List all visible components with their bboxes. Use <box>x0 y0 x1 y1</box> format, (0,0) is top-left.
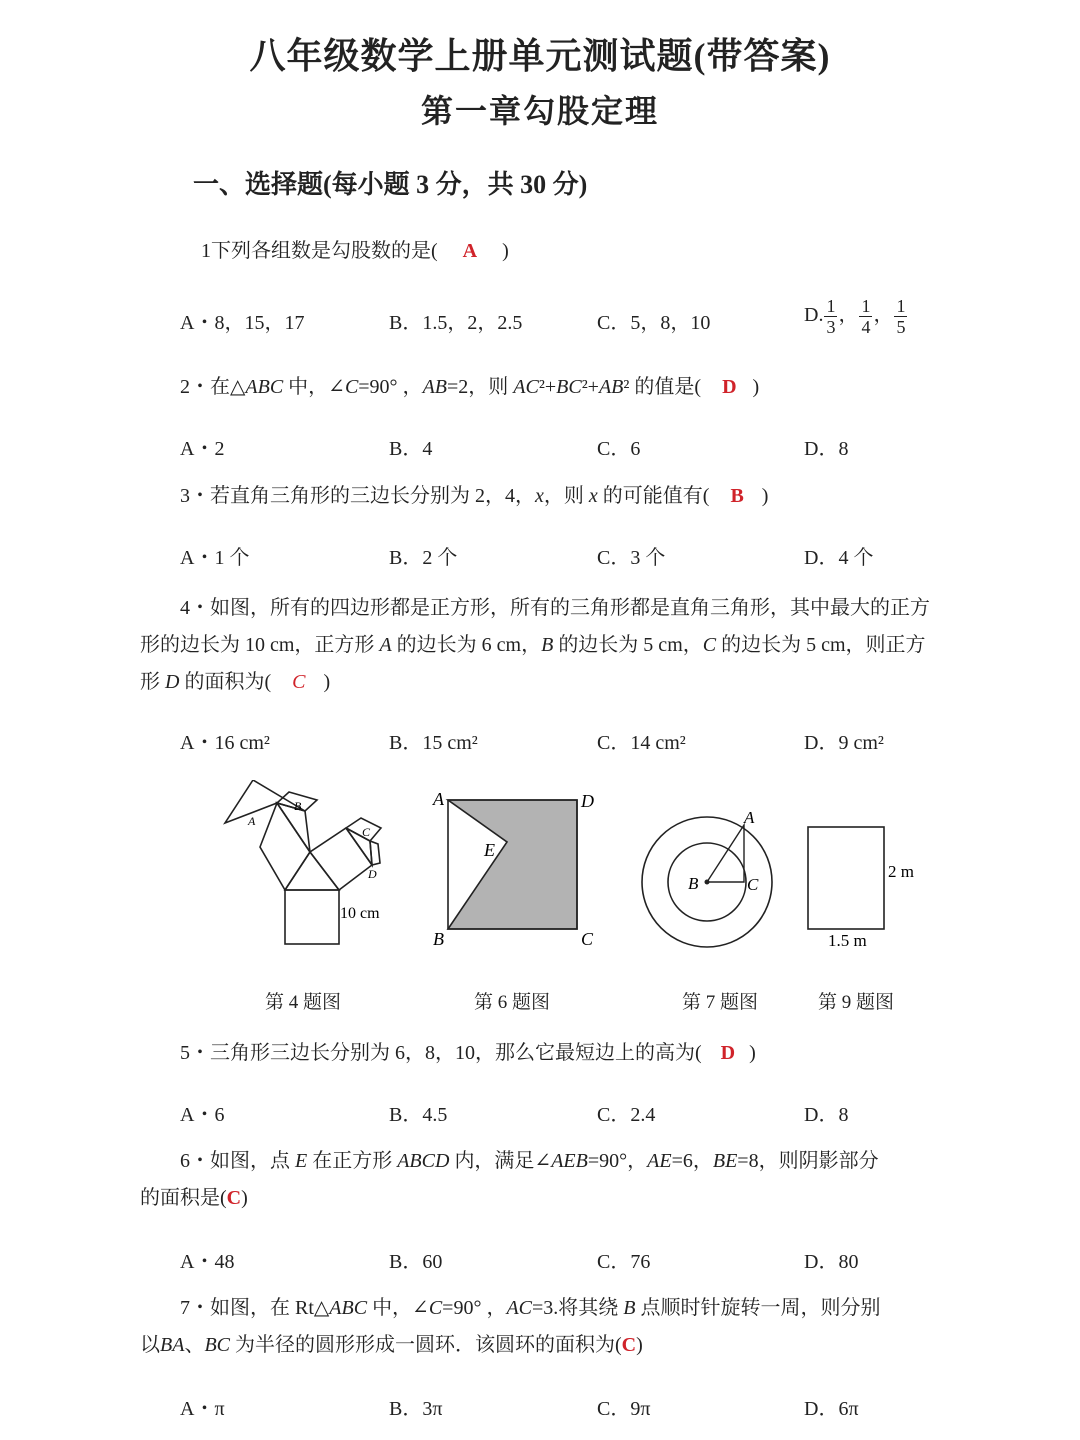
center-point <box>705 880 710 885</box>
q1-option-a: A・8，15，17 <box>180 312 305 334</box>
figure-4-diagram <box>210 780 410 955</box>
q3-option-c: C．3 个 <box>597 547 666 569</box>
label-C: C <box>581 929 594 949</box>
label-B: B <box>688 874 699 893</box>
question-1: 1下列各组数是勾股数的是( A ) <box>201 240 509 262</box>
question-4-line-2: 形的边长为 10 cm，正方形 A 的边长为 6 cm，B 的边长为 5 cm，C 的边长为 5 cm，则正方 <box>140 634 926 656</box>
q4-option-a: A・16 cm² <box>180 732 270 754</box>
q1-option-d: D. $\frac{1}{3}$ ， $\frac{1}{4}$ ， $\frac{1}{5}$ <box>804 296 906 337</box>
shaded-region <box>448 800 577 929</box>
label-A: A <box>433 789 444 809</box>
figure-4-caption: 第 4 题图 <box>265 992 342 1013</box>
q7-option-c: C．9π <box>597 1398 651 1420</box>
right-triangle-ABC <box>707 825 744 882</box>
rectangle <box>808 827 884 929</box>
label-B: B <box>294 799 302 813</box>
question-6-answer: C <box>226 1187 242 1209</box>
q2-option-a: A・2 <box>180 438 225 460</box>
q5-option-a: A・6 <box>180 1104 225 1126</box>
question-7-line-2: 以BA、BC 为半径的圆形形成一圆环．该圆环的面积为(C) <box>140 1334 643 1356</box>
q2-option-b: B．4 <box>389 438 433 460</box>
question-3-answer: B <box>730 485 744 507</box>
figure-7-caption: 第 7 题图 <box>682 992 759 1013</box>
section-heading: 一、选择题(每小题 3 分，共 30 分) <box>193 170 588 199</box>
q7-option-b: B．3π <box>389 1398 443 1420</box>
height-label: 2 m <box>888 862 914 881</box>
q6-option-c: C．76 <box>597 1251 651 1273</box>
fraction: $\frac{1}{5}$ <box>896 296 906 337</box>
label-E: E <box>484 840 495 860</box>
label-D: D <box>581 791 594 811</box>
q5-option-d: D．8 <box>804 1104 849 1126</box>
label-A: A <box>744 808 755 827</box>
square-A <box>225 780 305 823</box>
fraction: $\frac{1}{3}$ <box>826 296 836 337</box>
label-D: D <box>368 867 377 881</box>
largest-square <box>285 890 339 944</box>
width-label: 1.5 m <box>828 931 867 950</box>
q3-option-b: B．2 个 <box>389 547 458 569</box>
question-2-answer: D <box>722 376 737 398</box>
q4-option-c: C．14 cm² <box>597 732 686 754</box>
question-5: 5・三角形三边长分别为 6，8，10，那么它最短边上的高为( D ) <box>180 1042 756 1064</box>
page-title: 八年级数学上册单元测试题(带答案) <box>249 36 831 76</box>
q7-option-d: D．6π <box>804 1398 859 1420</box>
square-D <box>370 841 380 865</box>
figure-6-caption: 第 6 题图 <box>474 992 551 1013</box>
question-4-answer: C <box>292 671 306 693</box>
chapter-title: 第一章勾股定理 <box>420 93 659 129</box>
q6-option-b: B．60 <box>389 1251 443 1273</box>
q4-option-b: B．15 cm² <box>389 732 478 754</box>
question-6-line-1: 6・如图，点 E 在正方形 ABCD 内，满足∠AEB=90°，AE=6，BE=8，则阴影部分 <box>180 1150 879 1172</box>
q6-option-d: D．80 <box>804 1251 859 1273</box>
question-1-answer: A <box>462 240 478 262</box>
q7-option-a: A・π <box>180 1398 225 1420</box>
q1-option-c: C．5，8，10 <box>597 312 711 334</box>
q3-option-a: A・1 个 <box>180 547 250 569</box>
label-C: C <box>362 825 371 839</box>
question-1-stem: 1下列各组数是勾股数的是( <box>201 240 438 262</box>
triangle-top <box>285 852 339 890</box>
question-7-answer: C <box>621 1334 637 1356</box>
q6-option-a: A・48 <box>180 1251 235 1273</box>
q5-option-b: B．4.5 <box>389 1104 448 1126</box>
label-A: A <box>248 814 256 828</box>
q4-option-d: D．9 cm² <box>804 732 884 754</box>
question-4-line-1: 4・如图，所有的四边形都是正方形，所有的三角形都是直角三角形，其中最大的正方 <box>180 597 930 619</box>
question-2: 2・在△ABC 中，∠C=90° ，AB=2，则 AC²+BC²+AB² 的值是( D ) <box>180 376 760 398</box>
side-length-label: 10 cm <box>340 905 380 922</box>
fraction: $\frac{1}{4}$ <box>861 296 871 337</box>
figure-9-caption: 第 9 题图 <box>818 992 895 1013</box>
figure-7-diagram <box>638 805 778 950</box>
question-6-line-2: 的面积是(C) <box>140 1187 248 1209</box>
q2-option-d: D．8 <box>804 438 849 460</box>
label-B: B <box>433 929 444 949</box>
question-3: 3・若直角三角形的三边长分别为 2，4，x，则 x 的可能值有( B ) <box>180 485 769 507</box>
q5-option-c: C．2.4 <box>597 1104 656 1126</box>
question-7-line-1: 7・如图，在 Rt△ABC 中，∠C=90° ，AC=3.将其绕 B 点顺时针旋转一周，则分别 <box>180 1297 881 1319</box>
figure-9-diagram <box>800 820 930 955</box>
q1-option-b: B．1.5，2，2.5 <box>389 312 523 334</box>
question-5-answer: D <box>720 1042 736 1064</box>
label-C: C <box>747 875 759 894</box>
figure-6-diagram <box>428 788 604 954</box>
question-4-line-3: 形 D 的面积为( C ) <box>140 671 331 693</box>
q2-option-c: C．6 <box>597 438 641 460</box>
q3-option-d: D．4 个 <box>804 547 874 569</box>
